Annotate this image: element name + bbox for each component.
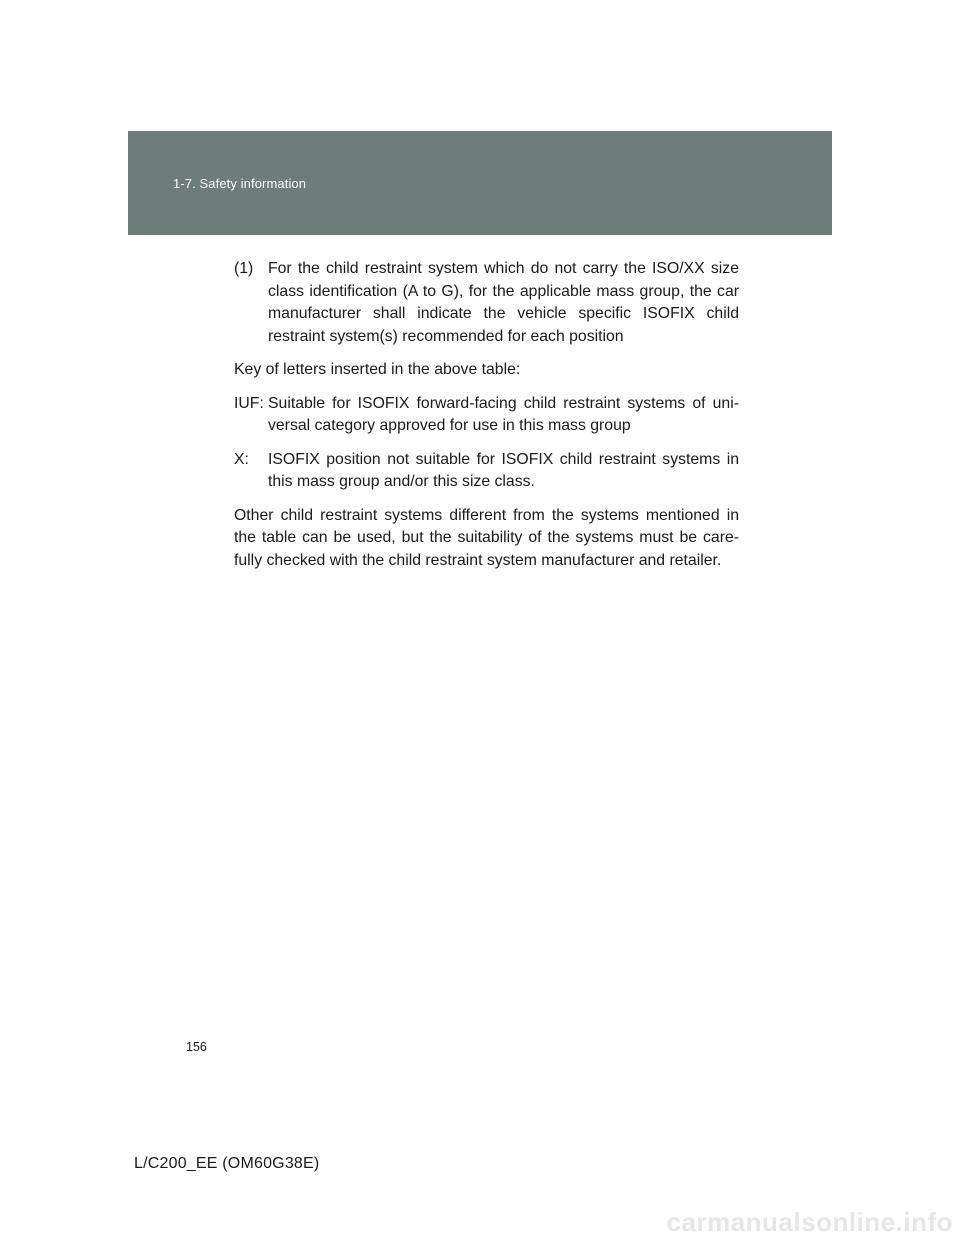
page-content bbox=[234, 258, 739, 583]
legend-item-iuf bbox=[234, 393, 739, 438]
legend-item-x bbox=[234, 449, 739, 494]
legend-key: X: bbox=[234, 450, 249, 468]
watermark: carmanualsonline.info bbox=[666, 1207, 953, 1237]
footnote-key: (1) bbox=[234, 260, 254, 277]
closing-paragraph: Other child restraint systems different from the systems mentioned in the table can be used, but the suitability of the systems must be care- fully checked with the child restraint system manufacturer and retailer. bbox=[234, 506, 739, 569]
document-code: L/C200_EE (OM60G38E) bbox=[134, 1155, 320, 1172]
page-number: 156 bbox=[186, 1040, 207, 1054]
section-title: 1-7. Safety information bbox=[173, 176, 307, 191]
key-intro: Key of letters inserted in the above table: bbox=[234, 361, 521, 378]
footnote-item bbox=[234, 258, 739, 348]
footnote-text: For the child restraint system which do not carry the ISO/XX size class identification (A to G), for the applicable mass group, the car manufacturer shall indicate the vehicle specific ISOFIX child restraint system(s) recommended for each position bbox=[268, 260, 739, 345]
legend-text: ISOFIX position not suitable for ISOFIX child restraint systems in this mass group and/or this size class. bbox=[268, 450, 739, 490]
legend-key: IUF: bbox=[234, 394, 264, 412]
legend-text: Suitable for ISOFIX forward-facing child restraint systems of uni- versal category approved for use in this mass group bbox=[268, 394, 739, 434]
header-band bbox=[128, 131, 832, 235]
